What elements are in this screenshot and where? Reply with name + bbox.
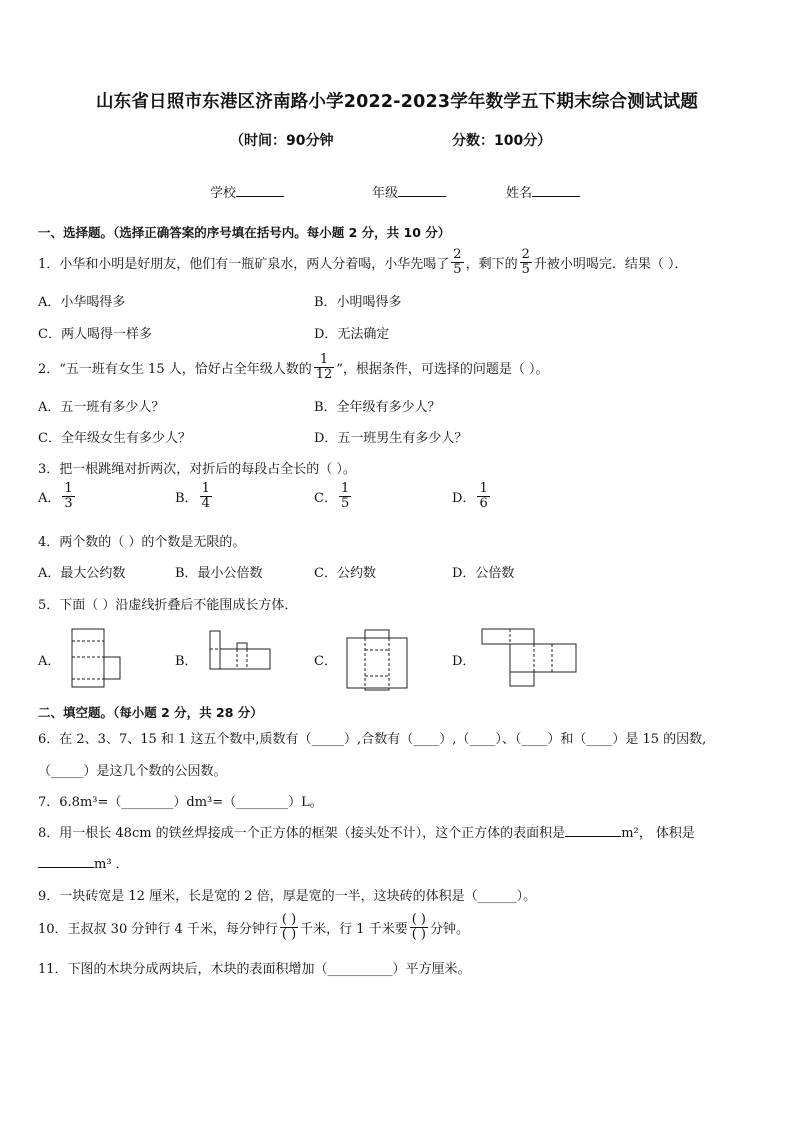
question-10: 10．王叔叔 30 分钟行 4 千米，每分钟行 $\frac{( )}{( )}$ 千米，行 1 千米要 $\frac{( )}{( )}$ 分钟。: [38, 911, 470, 942]
school-blank[interactable]: [236, 184, 284, 197]
q5-option-d[interactable]: D．: [452, 654, 476, 669]
q5-option-a[interactable]: A．: [38, 654, 61, 669]
q4-option-d[interactable]: D．公倍数: [452, 566, 515, 581]
question-4: 4．两个数的（ ）的个数是无限的。: [38, 535, 246, 550]
question-9: 9．一块砖宽是 12 厘米，长是宽的 2 倍，厚是宽的一半，这块砖的体积是（______）。: [38, 889, 537, 904]
section-2-heading: 二、填空题。（每小题 2 分，共 28 分）: [38, 705, 263, 720]
q5-net-a: [68, 627, 124, 689]
fraction: $\frac{1}{6}$: [479, 481, 488, 511]
grade-blank[interactable]: [398, 184, 446, 197]
q5-net-b: [207, 629, 273, 673]
question-8-line-2: m³ ．: [38, 853, 129, 872]
section-1-heading: 一、选择题。（选择正确答案的序号填在括号内。每小题 2 分，共 10 分）: [38, 225, 451, 240]
q4-option-b[interactable]: B．最小公倍数: [175, 566, 263, 581]
q2-option-d[interactable]: D．五一班男生有多少人？: [314, 431, 468, 446]
grade-field[interactable]: 年级: [372, 182, 446, 201]
fraction-blank[interactable]: $\frac{( )}{( )}$: [411, 911, 426, 942]
q2-option-b[interactable]: B．全年级有多少人？: [314, 400, 441, 415]
fraction: $\frac{1}{3}$: [64, 481, 73, 511]
q1-option-d[interactable]: D．无法确定: [314, 327, 390, 342]
question-2: 2．“五一班有女生 15 人，恰好占全年级人数的 $\frac{1}{12}$ ”，根据条件，可选择的问题是（ ）。: [38, 351, 549, 382]
q8-area-blank[interactable]: [565, 825, 621, 837]
q1-option-b[interactable]: B．小明喝得多: [314, 295, 402, 310]
q2-option-a[interactable]: A．五一班有多少人？: [38, 400, 165, 415]
page-title: 山东省日照市东港区济南路小学2022-2023学年数学五下期末综合测试试题: [95, 92, 699, 112]
q5-option-b[interactable]: B．: [175, 654, 198, 669]
question-1: 1．小华和小明是好朋友，他们有一瓶矿泉水，两人分着喝，小华先喝了 $\frac{2}{5}$ ，剩下的 $\frac{2}{5}$ 升被小明喝完．结果（ ）．: [38, 246, 688, 277]
school-field[interactable]: 学校: [210, 182, 284, 201]
q3-option-b[interactable]: B． $\frac{1}{4}$: [175, 481, 210, 511]
fraction: $\frac{1}{5}$: [340, 481, 350, 511]
q5-option-c[interactable]: C．: [314, 654, 337, 669]
q3-option-c[interactable]: C． $\frac{1}{5}$: [314, 481, 350, 511]
q5-net-d: [480, 626, 580, 690]
q3-option-a[interactable]: A． $\frac{1}{3}$: [38, 481, 73, 511]
q3-option-d[interactable]: D． $\frac{1}{6}$: [452, 481, 488, 511]
q5-net-c: [343, 628, 411, 692]
question-11: 11．下图的木块分成两块后，木块的表面积增加（__________）平方厘米。: [38, 962, 471, 977]
fraction-blank[interactable]: $\frac{( )}{( )}$: [281, 911, 297, 942]
q4-option-a[interactable]: A．最大公约数: [38, 566, 126, 581]
question-6-line-2: （_____）是这几个数的公因数。: [38, 764, 227, 779]
name-field[interactable]: 姓名: [506, 182, 580, 201]
fraction: $\frac{2}{5}$: [453, 246, 462, 277]
fraction: $\frac{2}{5}$: [521, 246, 530, 277]
name-blank[interactable]: [532, 184, 580, 197]
exam-score: 分数：100分）: [452, 133, 552, 149]
q1-option-c[interactable]: C．两人喝得一样多: [38, 327, 152, 342]
q8-volume-blank[interactable]: [38, 856, 94, 868]
question-7: 7．6.8m³=（________）dm³=（________）L。: [38, 795, 323, 810]
q1-option-a[interactable]: A．小华喝得多: [38, 295, 126, 310]
q4-option-c[interactable]: C．公约数: [314, 566, 376, 581]
question-8-line-1: 8．用一根长 48cm 的铁丝焊接成一个正方体的框架（接头处不计），这个正方体的表面积是 m²， 体积是: [38, 826, 695, 841]
exam-time: （时间：90分钟: [230, 133, 334, 149]
question-3: 3．把一根跳绳对折两次，对折后的每段占全长的（ ）。: [38, 462, 356, 477]
fraction: $\frac{1}{4}$: [201, 481, 210, 511]
question-6-line-1: 6．在 2、3、7、15 和 1 这五个数中,质数有（_____）,合数有（____）,（____）、（____）和（____）是 15 的因数,: [38, 732, 707, 747]
q2-option-c[interactable]: C．全年级女生有多少人？: [38, 431, 191, 446]
question-5: 5．下面（ ）沿虚线折叠后不能围成长方体．: [38, 598, 298, 613]
fraction: $\frac{1}{12}$: [315, 351, 333, 382]
